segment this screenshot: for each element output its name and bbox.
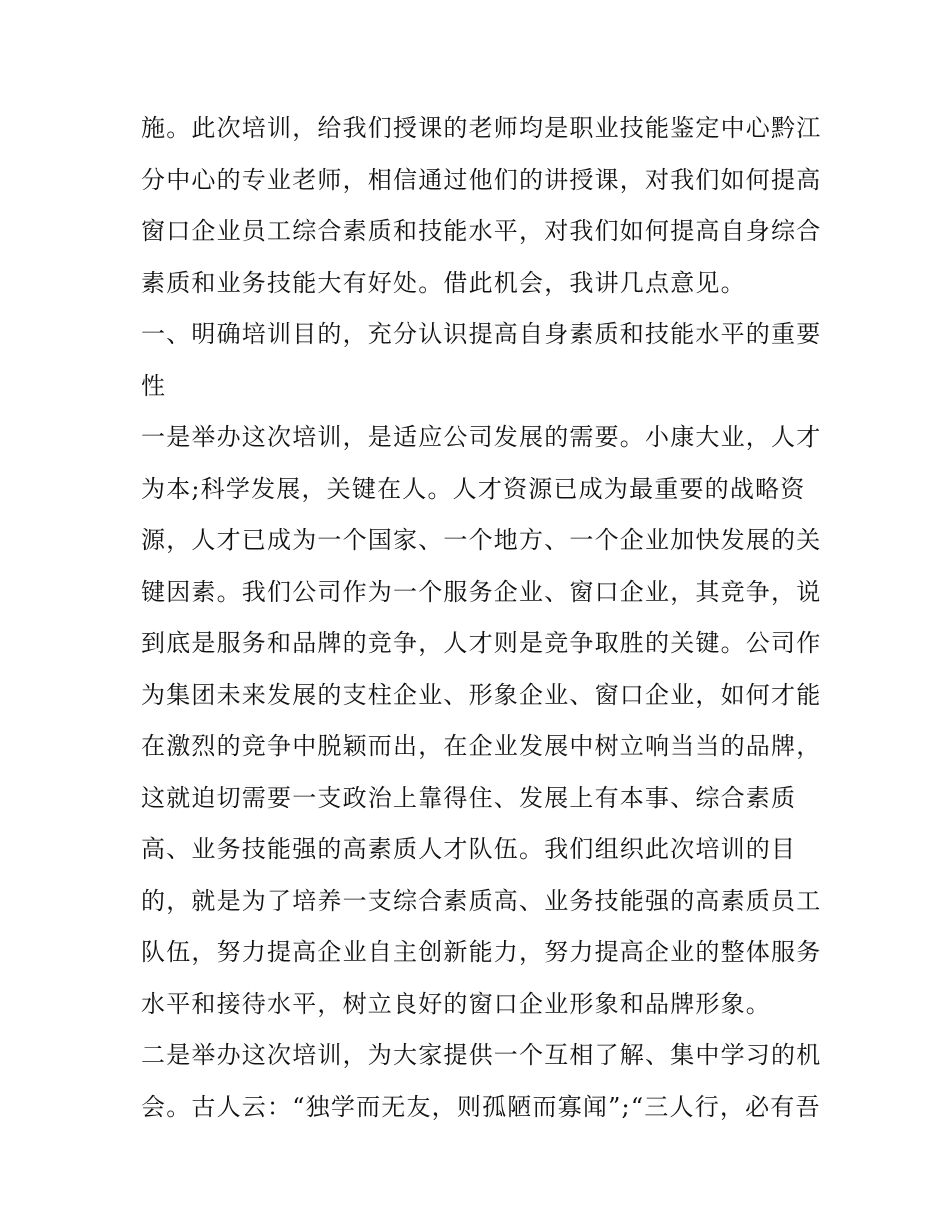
text-line: 键因素。我们公司作为一个服务企业、窗口企业，其竞争，说: [141, 577, 822, 606]
section-heading-continued: 性: [141, 371, 167, 400]
text-line: 施。此次培训，给我们授课的老师均是职业技能鉴定中心黔江: [141, 114, 822, 142]
text-line: 在激烈的竞争中脱颖而出，在企业发展中树立响当当的品牌，: [141, 732, 822, 760]
text-line: 水平和接待水平，树立良好的窗口企业形象和品牌形象。: [141, 989, 771, 1018]
text-line: 窗口企业员工综合素质和技能水平，对我们如何提高自身综合: [141, 217, 822, 245]
text-line: 源，人才已成为一个国家、一个地方、一个企业加快发展的关: [141, 526, 822, 554]
text-line: 二是举办这次培训，为大家提供一个互相了解、集中学习的机: [141, 1041, 822, 1069]
text-line: 高、业务技能强的高素质人才队伍。我们组织此次培训的目: [141, 835, 797, 863]
text-line: 一是举办这次培训，是适应公司发展的需要。小康大业，人才: [141, 423, 822, 451]
text-line: 到底是服务和品牌的竞争，人才则是竞争取胜的关键。公司作: [141, 629, 822, 657]
text-line: 会。古人云：“独学而无友，则孤陋而寡闻”;“三人行，必有吾: [141, 1092, 821, 1121]
text-line: 为集团未来发展的支柱企业、形象企业、窗口企业，如何才能: [141, 680, 822, 709]
text-line: 队伍，努力提高企业自主创新能力，努力提高企业的整体服务: [141, 938, 822, 966]
text-line: 的，就是为了培养一支综合素质高、业务技能强的高素质员工: [141, 886, 822, 915]
section-heading: 一、明确培训目的，充分认识提高自身素质和技能水平的重要: [141, 320, 822, 348]
text-line: 素质和业务技能大有好处。借此机会，我讲几点意见。: [141, 268, 746, 297]
text-line: 这就迫切需要一支政治上靠得住、发展上有本事、综合素质: [141, 783, 797, 812]
text-line: 分中心的专业老师，相信通过他们的讲授课，对我们如何提高: [141, 165, 822, 194]
body-text: [141, 103, 821, 1133]
text-line: 为本;科学发展，关键在人。人才资源已成为最重要的战略资: [141, 474, 806, 503]
